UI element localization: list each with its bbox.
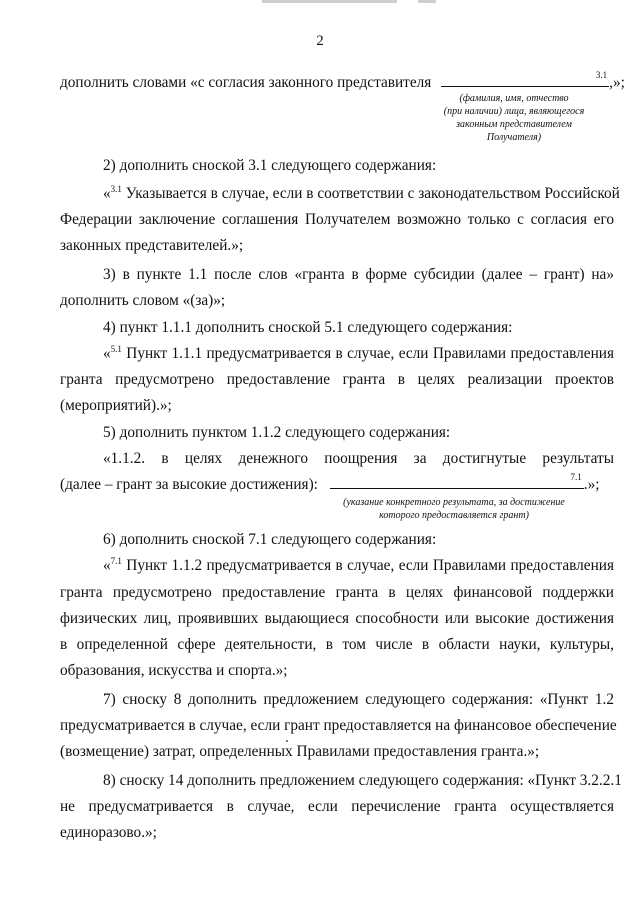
item-5-quote-line: «1.1.2. в целях денежного поощрения за достигнутые результаты xyxy=(103,450,614,467)
footnote-mark: 7.1 xyxy=(110,556,122,566)
item-6-quote-line: в определенной сфере деятельности, в том числе в области науки, культуры, xyxy=(60,636,614,653)
item-6-quote-line: гранта предусмотрено предоставление гранта в целях финансовой поддержки xyxy=(60,584,614,601)
scan-edge-mark xyxy=(262,0,397,3)
item-2-heading: 2) дополнить сноской 3.1 следующего содержания: xyxy=(103,157,437,174)
item-4-quote-line: «$^{5.1}$ Пункт 1.1.1 предусматривается в случае, если Правилами предоставления xyxy=(103,344,614,362)
item-5-quote-line: (далее – грант за высокие достижения): 7.1 .»; xyxy=(60,472,614,498)
item-7-line: 7) сноску 8 дополнить предложением следующего содержания: «Пункт 1.2 xyxy=(103,691,614,708)
item-4-heading: 4) пункт 1.1.1 дополнить сноской 5.1 следующего содержания: xyxy=(103,319,513,336)
item-6-quote-line: физических лиц, проявивших выдающиеся способности или высокие достижения xyxy=(60,610,614,627)
item-6-quote-line: образования, искусства и спорта.»; xyxy=(60,662,288,679)
item-8-line: не предусматривается в случае, если перечисление гранта осуществляется xyxy=(60,798,614,815)
footnote-mark: 5.1 xyxy=(110,344,122,354)
item-2-quote-line: Федерации заключение соглашения Получателем возможно только с согласия его xyxy=(60,211,614,228)
footnote-mark: 3.1 xyxy=(110,184,122,194)
scan-speck xyxy=(286,740,288,742)
item-6-heading: 6) дополнить сноской 7.1 следующего содержания: xyxy=(103,531,437,548)
closing-quote: ,»; xyxy=(609,74,625,91)
item-4-quote-line: гранта предусмотрено предоставление гранта в целях реализации проектов xyxy=(60,371,614,388)
footnote-ref: 3.1 xyxy=(595,70,608,80)
field-caption: (фамилия, имя, отчество (при наличии) лица, являющегося законным представителем Получателя) xyxy=(443,93,585,143)
blank-field xyxy=(441,72,609,87)
item-8-line: 8) сноску 14 дополнить предложением следующего содержания: «Пункт 3.2.2.1 xyxy=(103,772,622,789)
item-7-line: (возмещение) затрат, определенных Правилами предоставления гранта.»; xyxy=(60,743,540,760)
footnote-ref: 7.1 xyxy=(570,472,582,482)
item-4-quote-line: (мероприятий).»; xyxy=(60,397,172,414)
item-6-quote-line: «$^{7.1}$ Пункт 1.1.2 предусматривается в случае, если Правилами предоставления xyxy=(103,556,614,574)
item-7-line: предусматривается в случае, если грант предоставляется на финансовое обеспечение xyxy=(60,717,617,734)
closing-quote: .»; xyxy=(583,476,600,493)
item-5-heading: 5) дополнить пунктом 1.1.2 следующего содержания: xyxy=(103,424,451,441)
amendment-text: дополнить словами «с согласия законного представителя xyxy=(60,74,432,91)
field-caption: (указание конкретного результата, за достижение которого предоставляется грант) xyxy=(343,497,565,521)
scan-edge-mark xyxy=(418,0,436,3)
blank-field xyxy=(330,474,584,489)
item-2-quote-line: законных представителей.»; xyxy=(60,237,244,254)
page-number: 2 xyxy=(316,33,324,49)
item-3-line: дополнить словом «(за)»; xyxy=(60,292,226,309)
item-8-line: единоразово.»; xyxy=(60,824,157,841)
item-3-line: 3) в пункте 1.1 после слов «гранта в форме субсидии (далее – грант) на» xyxy=(103,266,614,283)
item-2-quote-line: «$^{3.1}$ Указывается в случае, если в соответствии с законодательством Российской xyxy=(103,184,620,202)
